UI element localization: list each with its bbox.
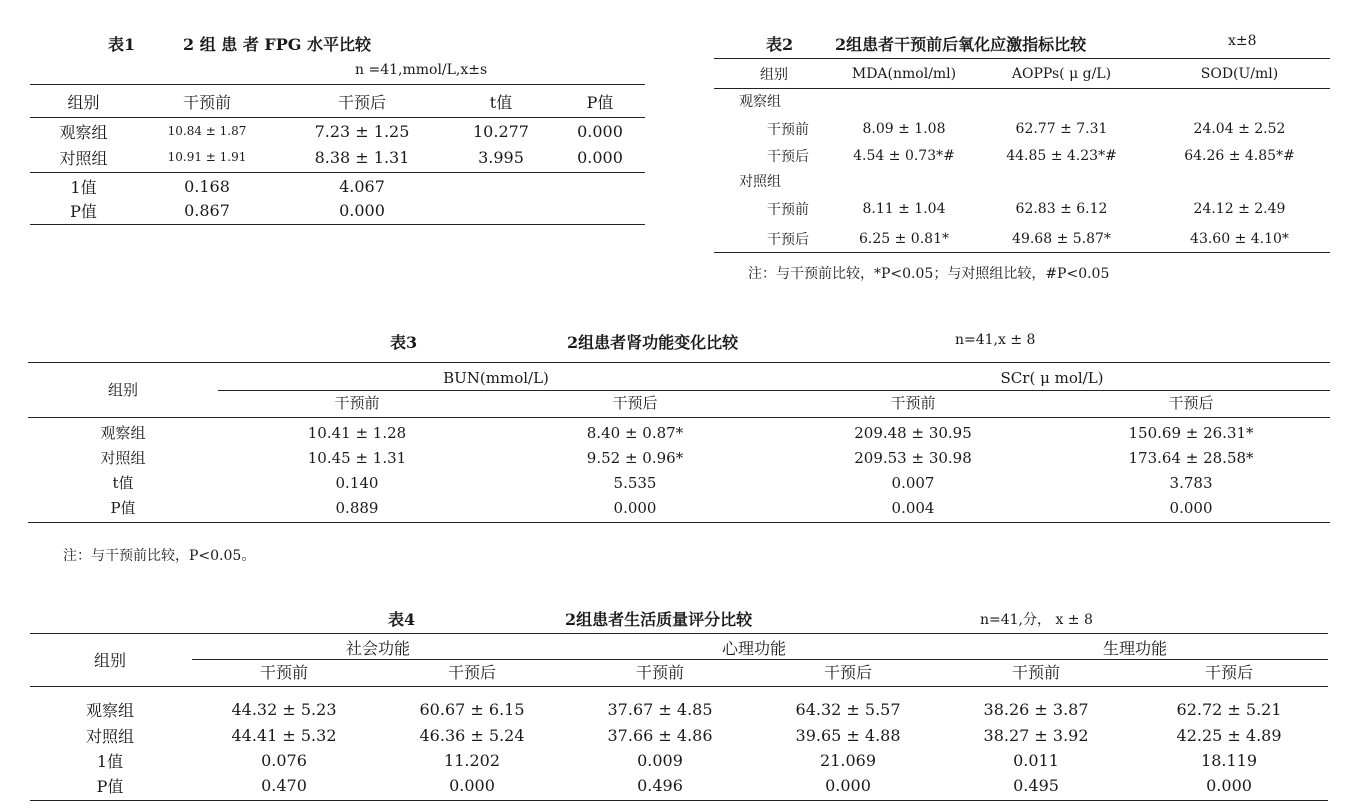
table2-label: 表2 bbox=[766, 35, 794, 54]
table4-cell: 0.000 bbox=[449, 776, 495, 795]
table4-cell: 42.25 ± 4.89 bbox=[1176, 725, 1282, 745]
table-row bbox=[714, 226, 1330, 252]
table1-cell: 10.277 bbox=[473, 121, 529, 141]
table3-group-header: 组别 bbox=[107, 381, 138, 399]
table4-cell: 64.32 ± 5.57 bbox=[795, 699, 901, 719]
table1-cell: 3.995 bbox=[478, 147, 524, 167]
table4-cell: 1值 bbox=[96, 752, 124, 771]
table3-group-scr: SCr( μ mol/L) bbox=[1000, 368, 1104, 387]
table2-cell: 干预前 bbox=[767, 122, 809, 138]
table2-cell bbox=[834, 170, 974, 192]
table3-cell: 对照组 bbox=[100, 449, 146, 467]
table3-cell: 10.41 ± 1.28 bbox=[307, 423, 407, 442]
table2-top-rule bbox=[714, 58, 1330, 59]
table2-cell: 干预后 bbox=[767, 149, 809, 165]
table-row bbox=[714, 192, 1330, 226]
table2-header-cell: 组别 bbox=[760, 67, 788, 83]
table4-cell: 37.67 ± 4.85 bbox=[607, 699, 713, 719]
table1-cell: 7.23 ± 1.25 bbox=[314, 121, 410, 141]
table1-label: 表1 bbox=[108, 35, 136, 54]
table-row bbox=[30, 144, 645, 170]
table4-subheader-cell: 干预后 bbox=[1205, 663, 1254, 682]
table3-cell: 5.535 bbox=[613, 473, 657, 492]
table2-title: 2组患者干预前后氧化应激指标比较 bbox=[835, 35, 1087, 54]
table3-subheader-row bbox=[28, 390, 1330, 414]
table1-header-cell: 组别 bbox=[67, 92, 100, 112]
table4-cell: 0.495 bbox=[1013, 776, 1059, 795]
table3-cell: 0.140 bbox=[335, 473, 379, 492]
table3-cell: 0.000 bbox=[1169, 498, 1213, 517]
table3-cell: P值 bbox=[110, 499, 136, 517]
table2-note: 注：与干预前比较，*P<0.05；与对照组比较，#P<0.05 bbox=[748, 266, 1110, 282]
table2-cell bbox=[834, 86, 974, 116]
table1-subtitle: n =41,mmol/L,x±s bbox=[355, 62, 488, 78]
table1-header-row bbox=[30, 88, 645, 114]
table3-cell: 173.64 ± 28.58* bbox=[1128, 448, 1254, 467]
table3-subtitle: n=41,x ± 8 bbox=[955, 332, 1036, 348]
table3-subheader-cell: 干预前 bbox=[334, 393, 380, 412]
table2-header-cell: MDA(nmol/ml) bbox=[851, 66, 957, 82]
table4-cell: 11.202 bbox=[444, 751, 500, 770]
table2-cell: 64.26 ± 4.85*# bbox=[1184, 148, 1295, 164]
table4-group-psych: 心理功能 bbox=[722, 638, 787, 658]
table2-cell: 4.54 ± 0.73*# bbox=[853, 148, 955, 164]
table2-cell: 62.77 ± 7.31 bbox=[1015, 121, 1108, 137]
table1-cell: 10.84 ± 1.87 bbox=[167, 124, 247, 138]
table2-cell: 干预前 bbox=[767, 202, 809, 218]
table1-cell bbox=[447, 198, 555, 222]
table1-cell bbox=[555, 198, 645, 222]
table1-header-rule bbox=[30, 117, 645, 118]
table-row bbox=[30, 174, 645, 198]
table1-header-cell: 干预前 bbox=[182, 92, 231, 112]
table3-cell: 0.000 bbox=[613, 498, 657, 517]
table2-cell bbox=[974, 86, 1149, 116]
table2-group-label: 观察组 bbox=[739, 94, 781, 110]
table3-subheader-cell: 干预后 bbox=[612, 393, 658, 412]
table3-note: 注：与干预前比较，P<0.05。 bbox=[63, 548, 256, 564]
table4-group-physical: 生理功能 bbox=[1103, 638, 1168, 658]
table3 bbox=[28, 365, 1330, 520]
table1-header-cell: P值 bbox=[586, 92, 614, 112]
table4-cell: 0.496 bbox=[637, 776, 683, 795]
table2-cell: 8.11 ± 1.04 bbox=[862, 201, 946, 217]
table4-cell: 对照组 bbox=[85, 726, 134, 746]
table1-cell: 0.867 bbox=[184, 200, 230, 220]
table2-cell: 24.12 ± 2.49 bbox=[1193, 201, 1286, 217]
table4-group-rule bbox=[192, 659, 1328, 660]
table1-cell bbox=[555, 174, 645, 198]
table-row bbox=[714, 142, 1330, 170]
table1-cell: 0.000 bbox=[577, 121, 623, 141]
table1-cell: 10.91 ± 1.91 bbox=[167, 150, 247, 164]
table-row bbox=[28, 470, 1330, 495]
table3-subheader-cell: 干预后 bbox=[1168, 393, 1214, 412]
table-row bbox=[714, 170, 1330, 192]
table3-cell: 8.40 ± 0.87* bbox=[586, 423, 684, 442]
table4-cell: 21.069 bbox=[820, 751, 877, 770]
table1-cell: P值 bbox=[70, 201, 97, 221]
table4-cell: 0.011 bbox=[1013, 751, 1059, 770]
table2-bottom-rule bbox=[714, 252, 1330, 253]
table1-title: 2 组 患 者 FPG 水平比较 bbox=[183, 35, 372, 54]
table1-cell: 1值 bbox=[70, 177, 97, 197]
table3-title: 2组患者肾功能变化比较 bbox=[567, 333, 739, 352]
table-row bbox=[30, 722, 1328, 748]
table4-cell: 0.000 bbox=[1206, 776, 1252, 795]
table4-cell: 18.119 bbox=[1201, 751, 1258, 770]
table2-cell bbox=[974, 170, 1149, 192]
table4-subtitle: n=41,分， x ± 8 bbox=[980, 612, 1093, 628]
table1-cell: 对照组 bbox=[59, 148, 108, 168]
table4-cell: P值 bbox=[96, 777, 124, 796]
table2-cell: 干预后 bbox=[767, 232, 809, 248]
table-row bbox=[28, 445, 1330, 470]
table4-cell: 39.65 ± 4.88 bbox=[795, 725, 901, 745]
table2-cell: 24.04 ± 2.52 bbox=[1193, 121, 1286, 137]
table3-cell: 9.52 ± 0.96* bbox=[586, 448, 684, 467]
table4-cell: 38.27 ± 3.92 bbox=[983, 725, 1089, 745]
table3-top-rule bbox=[28, 362, 1330, 363]
table4-cell: 0.000 bbox=[825, 776, 871, 795]
table1-cell: 观察组 bbox=[59, 122, 108, 142]
table1-header-cell: t值 bbox=[489, 92, 513, 112]
table1-cell: 8.38 ± 1.31 bbox=[314, 147, 410, 167]
table3-subheader-cell: 干预前 bbox=[890, 393, 936, 412]
table4-cell: 0.076 bbox=[261, 751, 307, 770]
table2-cell: 6.25 ± 0.81* bbox=[859, 231, 949, 247]
table2-header-cell: SOD(U/ml) bbox=[1200, 66, 1279, 82]
table3-cell: 0.004 bbox=[891, 498, 935, 517]
table1-cell bbox=[447, 174, 555, 198]
table4-cell: 60.67 ± 6.15 bbox=[419, 699, 525, 719]
table4-cell: 62.72 ± 5.21 bbox=[1176, 699, 1282, 719]
table4-subheader-cell: 干预前 bbox=[259, 663, 308, 682]
table2-header-cell: AOPPs( μ g/L) bbox=[1011, 66, 1112, 82]
table4-group-social: 社会功能 bbox=[346, 638, 411, 658]
table3-cell: 0.889 bbox=[335, 498, 379, 517]
table2-cell bbox=[1149, 86, 1330, 116]
table4-label: 表4 bbox=[388, 610, 416, 629]
table1-bottom-rule bbox=[30, 224, 645, 225]
table2-cell: 43.60 ± 4.10* bbox=[1190, 231, 1289, 247]
table-row bbox=[28, 495, 1330, 520]
table4-group-header-row bbox=[30, 635, 1328, 659]
table4-subheader-cell: 干预前 bbox=[636, 663, 685, 682]
table3-group-rule bbox=[218, 390, 1330, 391]
table4-group-header: 组别 bbox=[93, 651, 126, 670]
table-row bbox=[30, 696, 1328, 722]
table4-cell: 0.009 bbox=[637, 751, 683, 770]
table4-cell: 44.41 ± 5.32 bbox=[231, 725, 337, 745]
table4-subheader-cell: 干预前 bbox=[1012, 663, 1061, 682]
table2-header-row bbox=[714, 62, 1330, 86]
table-row bbox=[714, 86, 1330, 116]
table1-cell: 4.067 bbox=[339, 176, 385, 196]
table4-subheader-row bbox=[30, 659, 1328, 684]
table-row bbox=[714, 116, 1330, 142]
table1-cell: 0.168 bbox=[184, 176, 230, 196]
table2-cell bbox=[1149, 170, 1330, 192]
table4-bottom-rule bbox=[30, 800, 1328, 801]
table2-header-rule bbox=[714, 88, 1330, 89]
table3-cell: 10.45 ± 1.31 bbox=[307, 448, 407, 467]
table1-top-rule bbox=[30, 84, 645, 85]
table4-cell: 观察组 bbox=[85, 700, 134, 720]
table4-cell: 37.66 ± 4.86 bbox=[607, 725, 713, 745]
table2-group-label: 对照组 bbox=[739, 174, 781, 190]
table2-subtitle: x±8 bbox=[1228, 33, 1257, 49]
table4-cell: 46.36 ± 5.24 bbox=[419, 725, 525, 745]
table1-mid-rule bbox=[30, 172, 645, 173]
table4-top-rule bbox=[30, 633, 1328, 634]
table3-cell: 0.007 bbox=[891, 473, 935, 492]
table3-header-rule bbox=[28, 417, 1330, 418]
table3-cell: 观察组 bbox=[100, 424, 146, 442]
table3-bottom-rule bbox=[28, 522, 1330, 523]
table2-cell: 49.68 ± 5.87* bbox=[1012, 231, 1111, 247]
table3-cell: 150.69 ± 26.31* bbox=[1128, 423, 1254, 442]
table4-subheader-cell: 干预后 bbox=[824, 663, 873, 682]
table4-cell: 0.470 bbox=[261, 776, 307, 795]
table2 bbox=[714, 62, 1330, 252]
table1 bbox=[30, 88, 645, 222]
table-row bbox=[30, 118, 645, 144]
table-row bbox=[30, 198, 645, 222]
table4-cell: 44.32 ± 5.23 bbox=[231, 699, 337, 719]
table4-cell: 38.26 ± 3.87 bbox=[983, 699, 1089, 719]
table3-cell: 209.53 ± 30.98 bbox=[854, 448, 972, 467]
table3-cell: 209.48 ± 30.95 bbox=[854, 423, 972, 442]
table4-subheader-cell: 干预后 bbox=[448, 663, 497, 682]
table1-cell: 0.000 bbox=[577, 147, 623, 167]
table1-header-cell: 干预后 bbox=[337, 92, 386, 112]
table-row bbox=[30, 748, 1328, 773]
table-row bbox=[28, 420, 1330, 445]
table3-label: 表3 bbox=[390, 333, 418, 352]
table2-cell: 8.09 ± 1.08 bbox=[862, 121, 946, 137]
table1-cell: 0.000 bbox=[339, 200, 385, 220]
table3-cell: t值 bbox=[112, 474, 134, 492]
table4-title: 2组患者生活质量评分比较 bbox=[565, 610, 753, 629]
table3-cell: 3.783 bbox=[1169, 473, 1213, 492]
table3-group-header-row bbox=[28, 365, 1330, 390]
table3-group-bun: BUN(mmol/L) bbox=[443, 368, 549, 387]
table-row bbox=[30, 773, 1328, 798]
table2-cell: 44.85 ± 4.23*# bbox=[1006, 148, 1117, 164]
table4-header-rule bbox=[30, 686, 1328, 687]
table2-cell: 62.83 ± 6.12 bbox=[1015, 201, 1108, 217]
